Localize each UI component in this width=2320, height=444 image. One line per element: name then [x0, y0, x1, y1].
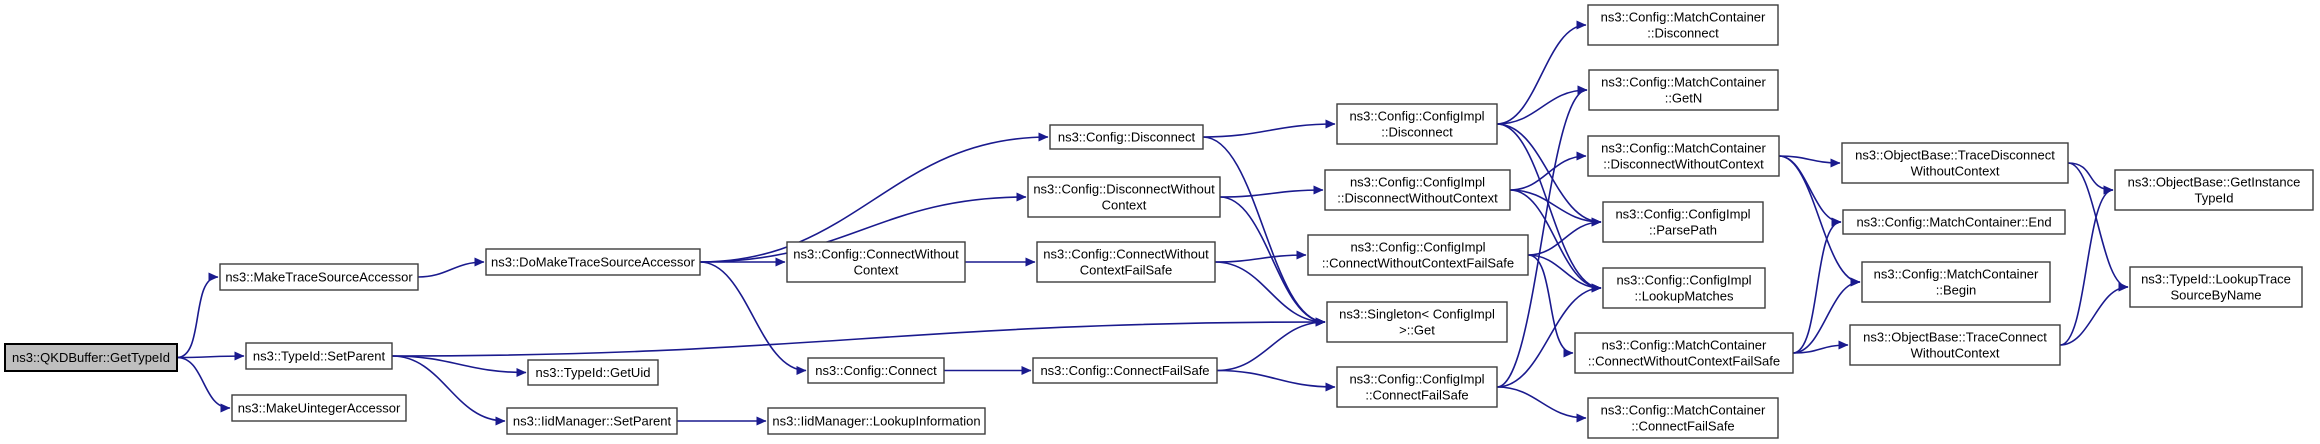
node-label: ns3::Config::ConfigImpl ::ConnectWithoutContextFailSafe: [1321, 239, 1515, 271]
node-label: ns3::Config::MatchContainer ::ConnectWithoutContextFailSafe: [1587, 337, 1781, 369]
node-label: ns3::Config::MatchContainer ::DisconnectWithoutContext: [1601, 140, 1766, 172]
edge-config-disconnect-without-context--configimpl-disconnect-without-context: [1220, 190, 1323, 197]
edge-config-connect-fail-safe--singleton-configimpl-get: [1217, 322, 1325, 371]
node-label: ns3::Config::Disconnect: [1057, 129, 1196, 145]
edge-qkdbuffer-gettypeid--make-trace-source-accessor: [177, 277, 218, 358]
edge-typeid-setparent--singleton-configimpl-get: [392, 322, 1325, 356]
node-label: ns3::DoMakeTraceSourceAccessor: [491, 254, 695, 270]
node-config-connect-fail-safe[interactable]: [1033, 358, 1217, 383]
node-label: ns3::Config::MatchContainer ::Begin: [1873, 266, 2039, 298]
edge-matchcontainer-disconnect-without-context--matchcontainer-end: [1779, 156, 1841, 222]
node-label: ns3::Config::DisconnectWithout Context: [1033, 181, 1215, 213]
node-label: ns3::ObjectBase::TraceConnect WithoutContext: [1863, 329, 2047, 361]
node-label: ns3::Config::ConnectWithout ContextFailSafe: [1043, 246, 1209, 278]
node-config-connect[interactable]: [808, 358, 944, 383]
node-config-connect-without-context[interactable]: [787, 242, 965, 282]
edge-qkdbuffer-gettypeid--make-uinteger-accessor: [177, 358, 230, 409]
node-matchcontainer-disconnect-without-context[interactable]: [1588, 136, 1779, 176]
node-typeid-lookuptracesourcebyname[interactable]: [2130, 267, 2302, 307]
edge-config-disconnect--singleton-configimpl-get: [1203, 137, 1325, 322]
node-matchcontainer-begin[interactable]: [1862, 262, 2050, 302]
node-label: ns3::IidManager::SetParent: [512, 413, 672, 429]
edge-config-disconnect--configimpl-disconnect: [1203, 124, 1335, 137]
node-matchcontainer-disconnect[interactable]: [1588, 5, 1778, 45]
edge-qkdbuffer-gettypeid--typeid-setparent: [177, 356, 244, 358]
node-iidmanager-setparent[interactable]: [507, 408, 677, 434]
node-label: ns3::MakeTraceSourceAccessor: [225, 269, 413, 285]
node-matchcontainer-connect-without-context-fail-safe[interactable]: [1575, 333, 1793, 373]
node-do-make-trace-source-accessor[interactable]: [486, 249, 700, 275]
edge-objectbase-trace-disconnect-without-context--objectbase-getinstancetypeid: [2068, 163, 2113, 190]
nodes-layer: [5, 5, 2313, 438]
node-configimpl-parsepath[interactable]: [1603, 202, 1763, 242]
edge-configimpl-connect-without-context-fail-safe--matchcontainer-connect-without-context-fail-safe: [1528, 255, 1573, 353]
node-label: ns3::TypeId::GetUid: [535, 365, 651, 381]
edge-make-trace-source-accessor--do-make-trace-source-accessor: [418, 262, 484, 277]
node-qkdbuffer-gettypeid[interactable]: [5, 344, 177, 371]
edge-configimpl-connect-without-context-fail-safe--configimpl-parsepath: [1528, 222, 1601, 255]
node-label: ns3::Config::MatchContainer ::ConnectFailSafe: [1600, 402, 1766, 434]
node-configimpl-lookupmatches[interactable]: [1603, 268, 1765, 308]
node-label: ns3::IidManager::LookupInformation: [772, 413, 981, 429]
node-objectbase-trace-disconnect-without-context[interactable]: [1842, 143, 2068, 183]
node-make-trace-source-accessor[interactable]: [220, 264, 418, 290]
node-configimpl-disconnect[interactable]: [1337, 104, 1497, 144]
edge-configimpl-disconnect-without-context--matchcontainer-disconnect-without-context: [1510, 156, 1586, 190]
node-typeid-getuid[interactable]: [528, 360, 658, 385]
node-label: ns3::ObjectBase::GetInstance TypeId: [2127, 174, 2301, 206]
node-make-uinteger-accessor[interactable]: [232, 395, 406, 421]
node-matchcontainer-end[interactable]: [1843, 210, 2065, 234]
node-label: ns3::Singleton< ConfigImpl >::Get: [1339, 306, 1495, 338]
node-configimpl-disconnect-without-context[interactable]: [1325, 170, 1510, 210]
edge-config-connect-fail-safe--configimpl-connect-fail-safe: [1217, 371, 1335, 388]
node-configimpl-connect-without-context-fail-safe[interactable]: [1308, 235, 1528, 275]
edge-configimpl-disconnect--matchcontainer-disconnect: [1497, 25, 1586, 124]
node-objectbase-getinstancetypeid[interactable]: [2115, 170, 2313, 210]
node-label: ns3::TypeId::LookupTrace SourceByName: [2141, 271, 2291, 303]
node-label: ns3::MakeUintegerAccessor: [237, 400, 401, 416]
edge-typeid-setparent--iidmanager-setparent: [392, 356, 505, 421]
node-label: ns3::Config::ConfigImpl ::ParsePath: [1615, 206, 1751, 238]
node-label: ns3::Config::ConnectFailSafe: [1040, 363, 1210, 379]
node-label: ns3::Config::ConfigImpl ::ConnectFailSafe: [1349, 371, 1485, 403]
node-label: ns3::QKDBuffer::GetTypeId: [11, 350, 171, 366]
node-label: ns3::Config::ConnectWithout Context: [793, 246, 959, 278]
node-label: ns3::Config::Connect: [815, 363, 937, 379]
node-label: ns3::Config::MatchContainer ::Disconnect: [1600, 9, 1766, 41]
node-objectbase-trace-connect-without-context[interactable]: [1850, 325, 2060, 365]
node-singleton-configimpl-get[interactable]: [1327, 302, 1507, 342]
node-configimpl-connect-fail-safe[interactable]: [1337, 367, 1497, 407]
edge-configimpl-connect-fail-safe--matchcontainer-connect-fail-safe: [1497, 387, 1586, 418]
node-typeid-setparent[interactable]: [246, 343, 392, 369]
edge-typeid-setparent--typeid-getuid: [392, 356, 526, 373]
node-label: ns3::Config::MatchContainer ::GetN: [1601, 74, 1766, 106]
node-config-disconnect[interactable]: [1050, 125, 1203, 149]
edge-config-connect-without-context-fail-safe--configimpl-connect-without-context-fail-safe: [1215, 255, 1306, 262]
node-label: ns3::TypeId::SetParent: [252, 348, 386, 364]
node-label: ns3::Config::ConfigImpl ::DisconnectWithoutContext: [1337, 174, 1498, 206]
node-matchcontainer-connect-fail-safe[interactable]: [1588, 398, 1778, 438]
node-label: ns3::Config::ConfigImpl ::Disconnect: [1349, 108, 1485, 140]
node-label: ns3::Config::MatchContainer::End: [1856, 214, 2052, 230]
node-iidmanager-lookupinformation[interactable]: [768, 408, 985, 434]
node-matchcontainer-getn[interactable]: [1589, 70, 1778, 110]
node-label: ns3::ObjectBase::TraceDisconnect WithoutContext: [1855, 147, 2055, 179]
node-config-disconnect-without-context[interactable]: [1028, 177, 1220, 217]
node-label: ns3::Config::ConfigImpl ::LookupMatches: [1616, 272, 1752, 304]
edge-objectbase-trace-connect-without-context--objectbase-getinstancetypeid: [2060, 190, 2113, 345]
node-config-connect-without-context-fail-safe[interactable]: [1037, 242, 1215, 282]
